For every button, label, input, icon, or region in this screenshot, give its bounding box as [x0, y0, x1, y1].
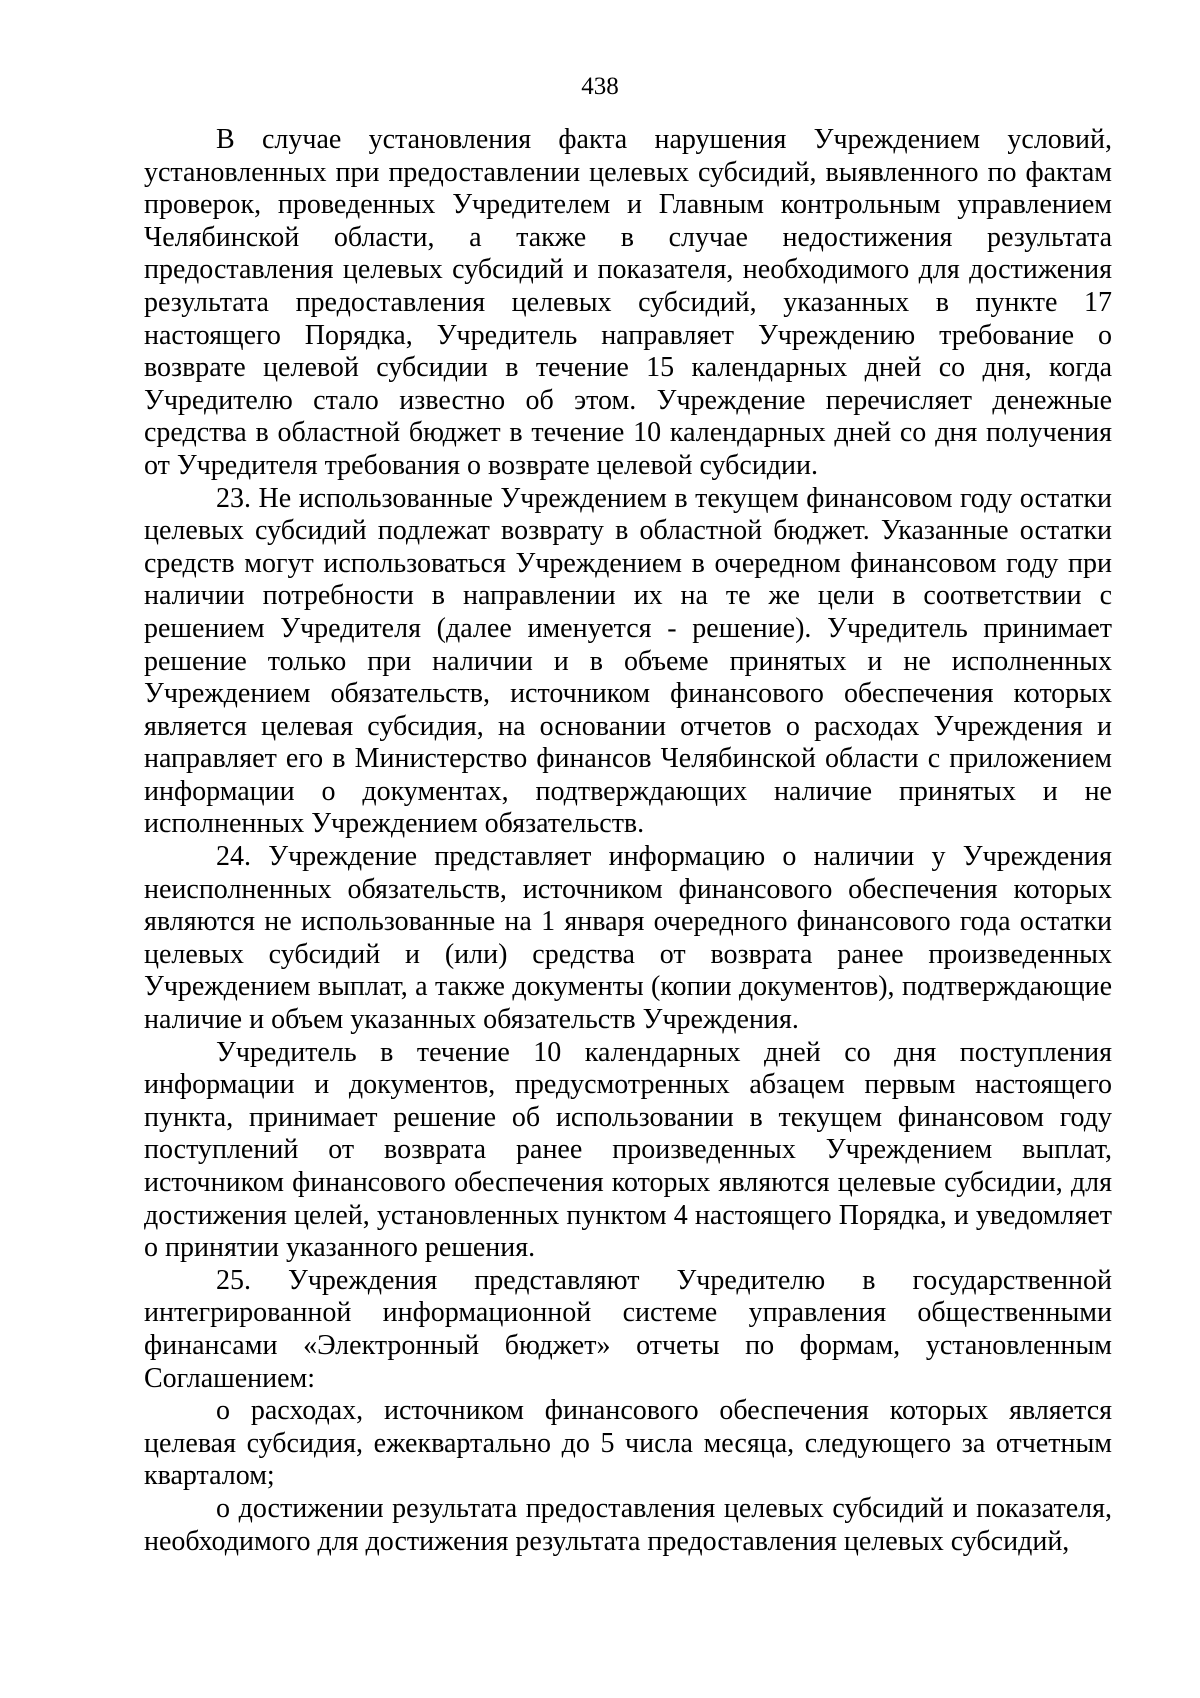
paragraph-founder-decision: Учредитель в течение 10 календарных дней со дня поступления информации и документов, предусмотренных абзацем первым настоящего пункта, принимает решение об использовании в текущем финансовом году поступлений от возврата ранее произведенных Учреждением выплат, источником финансового обеспечения которых являются целевые субсидии, для достижения целей, установленных пунктом 4 настоящего Порядка, и уведомляет о принятии указанного решения.: [144, 1036, 1112, 1264]
paragraph-item-23: 23. Не использованные Учреждением в текущем финансовом году остатки целевых субсидий подлежат возврату в областной бюджет. Указанные остатки средств могут использоваться Учреждением в очередном финансовом году при наличии потребности в направлении их на те же цели в соответствии с решением Учредителя (далее именуется - решение). Учредитель принимает решение только при наличии и в объеме принятых и не исполненных Учреждением обязательств, источником финансового обеспечения которых является целевая субсидия, на основании отчетов о расходах Учреждения и направляет его в Министерство финансов Челябинской области с приложением информации о документах, подтверждающих наличие принятых и не исполненных Учреждением обязательств.: [144, 482, 1112, 840]
paragraph-results-report: о достижении результата предоставления целевых субсидий и показателя, необходимого для достижения результата предоставления целевых субсидий,: [144, 1492, 1112, 1557]
page-number: 438: [581, 73, 619, 100]
document-body: [144, 124, 1112, 1558]
paragraph-item-25: 25. Учреждения представляют Учредителю в государственной интегрированной информационной системе управления общественными финансами «Электронный бюджет» отчеты по формам, установленным Соглашением:: [144, 1264, 1112, 1394]
paragraph-item-24: 24. Учреждение представляет информацию о наличии у Учреждения неисполненных обязательств, источником финансового обеспечения которых являются не использованные на 1 января очередного финансового года остатки целевых субсидий и (или) средства от возврата ранее произведенных Учреждением выплат, а также документы (копии документов), подтверждающие наличие и объем указанных обязательств Учреждения.: [144, 841, 1112, 1036]
paragraph-violation-refund: В случае установления факта нарушения Учреждением условий, установленных при предоставлении целевых субсидий, выявленного по фактам проверок, проведенных Учредителем и Главным контрольным управлением Челябинской области, а также в случае недостижения результата предоставления целевых субсидий и показателя, необходимого для достижения результата предоставления целевых субсидий, указанных в пункте 17 настоящего Порядка, Учредитель направляет Учреждению требование о возврате целевой субсидии в течение 15 календарных дней со дня, когда Учредителю стало известно об этом. Учреждение перечисляет денежные средства в областной бюджет в течение 10 календарных дней со дня получения от Учредителя требования о возврате целевой субсидии.: [144, 124, 1112, 481]
paragraph-expenses-report: о расходах, источником финансового обеспечения которых является целевая субсидия, ежеквартально до 5 числа месяца, следующего за отчетным кварталом;: [144, 1395, 1112, 1492]
